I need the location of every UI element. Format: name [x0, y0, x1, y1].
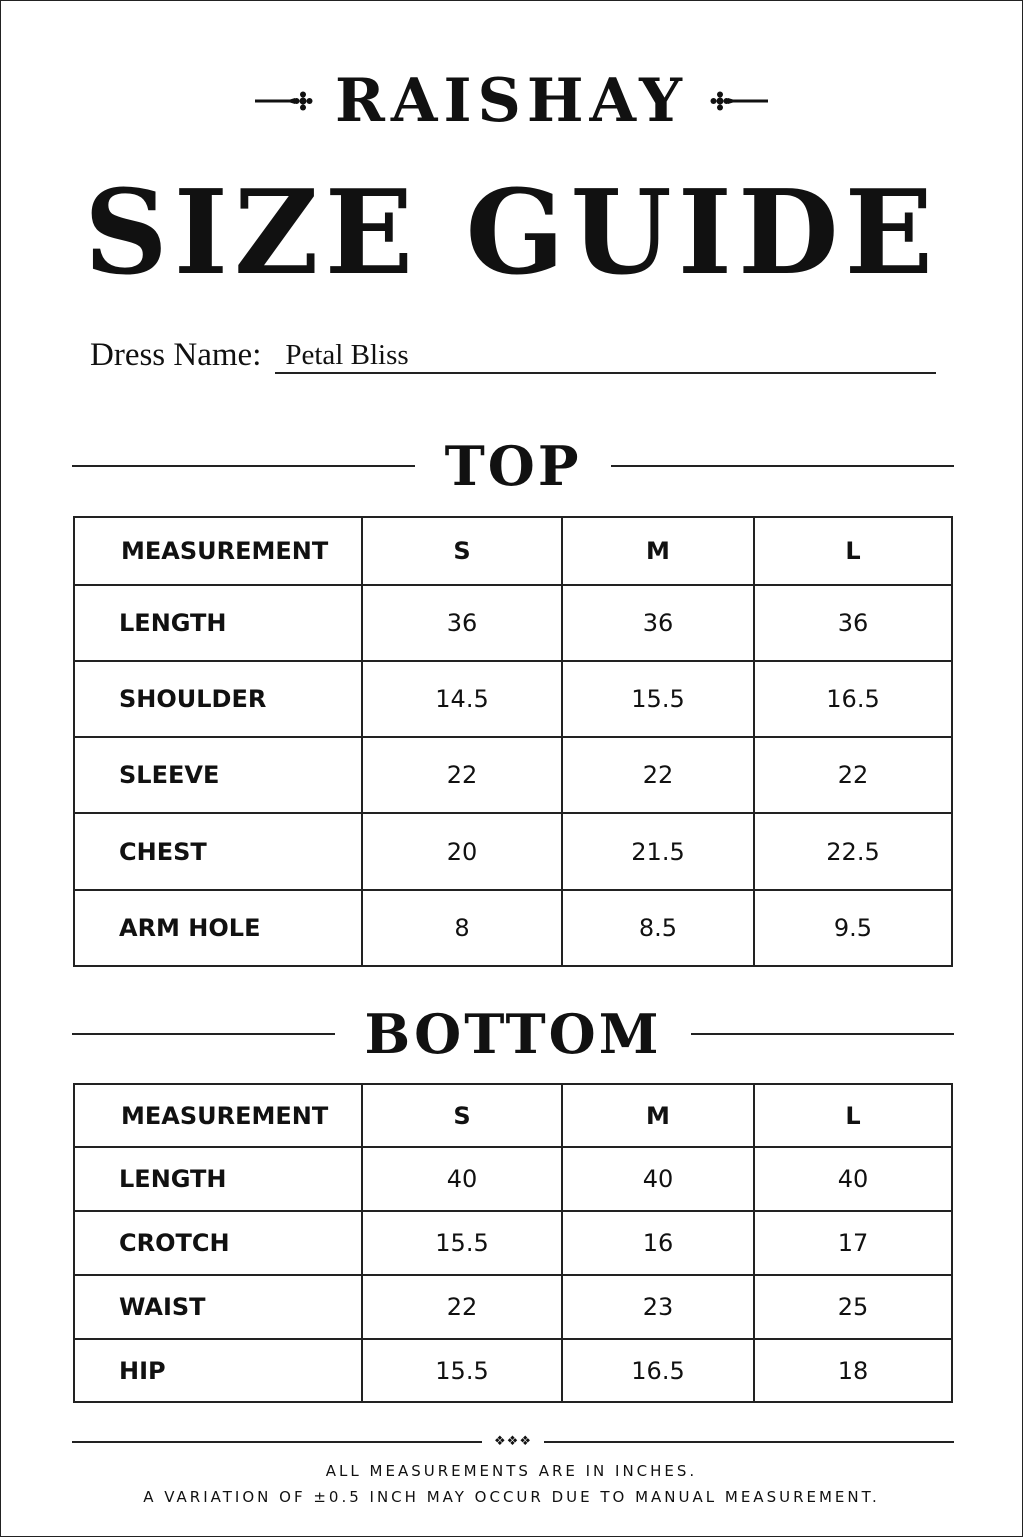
right-ornament-icon	[704, 89, 768, 113]
diamond-ornament-icon: ❖❖❖	[494, 1434, 532, 1449]
measurement-name: ARM HOLE	[74, 890, 362, 966]
column-header: L	[754, 517, 952, 585]
divider	[611, 465, 954, 467]
size-l-value: 17	[754, 1211, 952, 1275]
measurement-name: CROTCH	[74, 1211, 362, 1275]
column-header: L	[754, 1084, 952, 1147]
size-l-value: 40	[754, 1147, 952, 1211]
bottom-heading-label: BOTTOM	[364, 1002, 662, 1066]
dress-name-value: Petal Bliss	[275, 338, 936, 374]
table-row	[74, 1211, 952, 1275]
size-m-value: 23	[562, 1275, 754, 1339]
table-row	[74, 1339, 952, 1402]
size-m-value: 16	[562, 1211, 754, 1275]
size-l-value: 18	[754, 1339, 952, 1402]
table-header-row	[74, 517, 952, 585]
footer-divider	[72, 1432, 954, 1452]
size-m-value: 21.5	[562, 813, 754, 890]
divider	[544, 1441, 954, 1443]
size-m-value: 8.5	[562, 890, 754, 966]
size-l-value: 16.5	[754, 661, 952, 737]
size-m-value: 36	[562, 585, 754, 661]
dress-name-label: Dress Name:	[90, 337, 262, 373]
column-header: M	[562, 1084, 754, 1147]
column-header: MEASUREMENT	[74, 517, 362, 585]
table-row	[74, 585, 952, 661]
size-s-value: 36	[362, 585, 562, 661]
measurement-name: SHOULDER	[74, 661, 362, 737]
size-s-value: 14.5	[362, 661, 562, 737]
size-l-value: 9.5	[754, 890, 952, 966]
page-title: SIZE GUIDE	[83, 165, 939, 301]
left-ornament-icon	[255, 89, 319, 113]
divider	[72, 1033, 335, 1035]
top-section-heading	[72, 436, 954, 496]
brand-name: RAISHAY	[335, 66, 688, 136]
size-s-value: 40	[362, 1147, 562, 1211]
table-header-row	[74, 1084, 952, 1147]
table-row	[74, 1275, 952, 1339]
dress-name-row	[90, 330, 936, 374]
column-header: S	[362, 1084, 562, 1147]
size-l-value: 25	[754, 1275, 952, 1339]
size-m-value: 15.5	[562, 661, 754, 737]
size-l-value: 36	[754, 585, 952, 661]
top-size-table	[73, 516, 953, 967]
measurement-name: CHEST	[74, 813, 362, 890]
column-header: M	[562, 517, 754, 585]
brand-header	[0, 66, 1023, 136]
measurement-name: SLEEVE	[74, 737, 362, 813]
size-s-value: 20	[362, 813, 562, 890]
size-m-value: 22	[562, 737, 754, 813]
measurement-name: LENGTH	[74, 1147, 362, 1211]
divider	[72, 1441, 482, 1443]
measurement-name: HIP	[74, 1339, 362, 1402]
measurement-name: LENGTH	[74, 585, 362, 661]
size-l-value: 22.5	[754, 813, 952, 890]
bottom-section-heading	[72, 1004, 954, 1064]
table-row	[74, 890, 952, 966]
variation-note: A VARIATION OF ±0.5 INCH MAY OCCUR DUE TO MANUAL MEASUREMENT.	[143, 1488, 880, 1506]
table-row	[74, 813, 952, 890]
size-m-value: 16.5	[562, 1339, 754, 1402]
measurement-name: WAIST	[74, 1275, 362, 1339]
divider	[691, 1033, 954, 1035]
size-s-value: 8	[362, 890, 562, 966]
column-header: MEASUREMENT	[74, 1084, 362, 1147]
units-note: ALL MEASUREMENTS ARE IN INCHES.	[325, 1462, 698, 1480]
size-s-value: 22	[362, 737, 562, 813]
size-s-value: 15.5	[362, 1339, 562, 1402]
table-row	[74, 661, 952, 737]
table-row	[74, 1147, 952, 1211]
top-heading-label: TOP	[444, 434, 582, 498]
size-m-value: 40	[562, 1147, 754, 1211]
divider	[72, 465, 415, 467]
size-s-value: 22	[362, 1275, 562, 1339]
column-header: S	[362, 517, 562, 585]
size-s-value: 15.5	[362, 1211, 562, 1275]
bottom-size-table	[73, 1083, 953, 1403]
size-l-value: 22	[754, 737, 952, 813]
table-row	[74, 737, 952, 813]
